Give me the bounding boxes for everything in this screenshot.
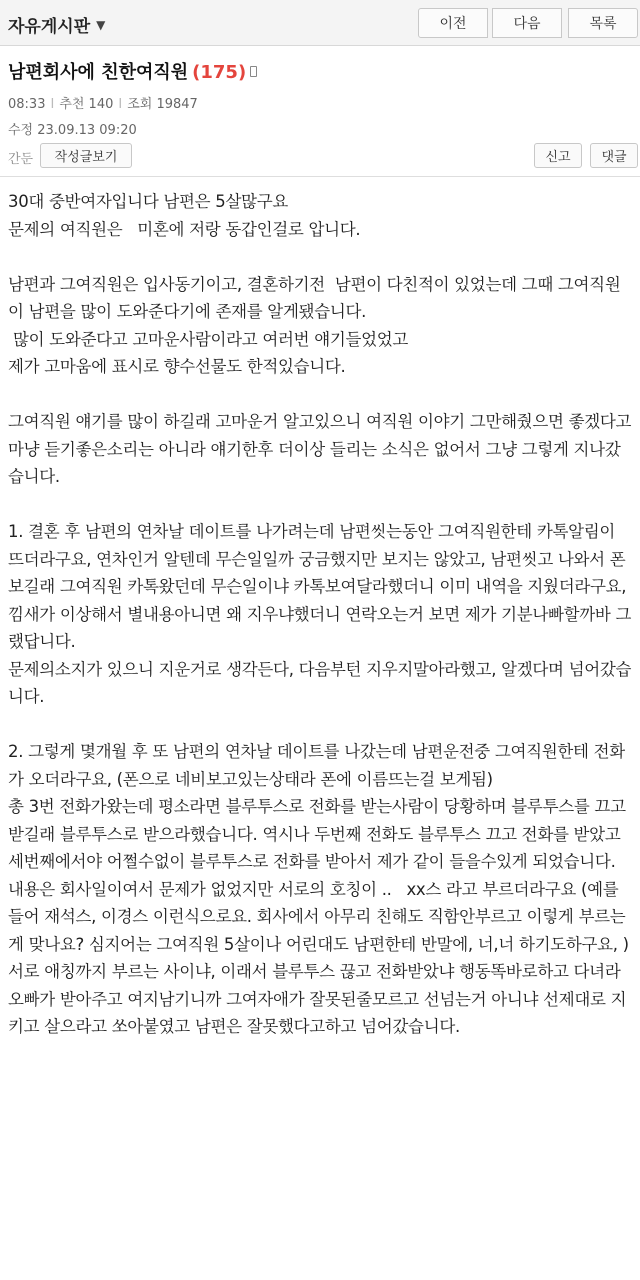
meta-separator: I bbox=[118, 97, 123, 112]
next-button[interactable]: 다음 bbox=[492, 8, 562, 38]
content-paragraph: 남편과 그여직원은 입사동기이고, 결혼하기전 남편이 다친적이 있었는데 그때 그여직원이 남편을 많이 도와준다기에 존재를 알게됐습니다. 많이 도와준다고 고마운사람이라고 여러번 얘기들었었고 제가 고마움에 표시로 향수선물도 한적있습니다. bbox=[8, 274, 621, 376]
view-count: 조회 19847 bbox=[127, 97, 198, 112]
tool-label: 간둔 bbox=[8, 152, 34, 167]
my-posts-button[interactable]: 작성글보기 bbox=[40, 143, 132, 168]
post-time: 08:33 bbox=[8, 97, 46, 112]
post-content bbox=[8, 188, 637, 1041]
comment-count[interactable]: (175) bbox=[192, 62, 247, 83]
tool-row bbox=[0, 142, 640, 170]
post-title-text: 남편회사에 친한여직원 bbox=[8, 62, 189, 83]
content-paragraph: 그여직원 얘기를 많이 하길래 고마운거 알고있으니 여직원 이야기 그만해줬으면 좋겠다고 마냥 듣기좋은소리는 아니라 얘기한후 더이상 들리는 소식은 없어서 그냥 그렇게 지나갔습니다. bbox=[8, 412, 637, 486]
mobile-icon bbox=[250, 66, 257, 77]
top-bar bbox=[0, 0, 640, 46]
board-name: 자유게시판 bbox=[8, 17, 91, 37]
comment-button[interactable]: 댓글 bbox=[590, 143, 638, 168]
post-meta bbox=[8, 93, 198, 112]
chevron-down-icon: ▼ bbox=[96, 17, 106, 32]
prev-button[interactable]: 이전 bbox=[418, 8, 488, 38]
board-selector[interactable] bbox=[8, 12, 105, 37]
recommend-count: 추천 140 bbox=[59, 97, 114, 112]
report-button[interactable]: 신고 bbox=[534, 143, 582, 168]
paragraph-gap bbox=[8, 491, 634, 519]
content-paragraph: 30대 중반여자입니다 남편은 5살많구요 문제의 여직원은 미혼에 저랑 동갑인걸로 압니다. bbox=[8, 192, 361, 239]
content-paragraph: 2. 그렇게 몇개월 후 또 남편의 연차날 데이트를 나갔는데 남편운전중 그여직원한테 전화가 오더라구요, (폰으로 네비보고있는상태라 폰에 이름뜨는걸 보게됨) 총 3번 전화가왔는데 평소라면 블루투스로 전화를 받는사람이 당황하며 블루투스를 끄고 받길래 블루투스로 받으라했습니다. 역시나 두번째 전화도 블루투스 끄고 전화를 받았고 세번째에서야 어쩔수없이 블루투스로 전화를 받아서 제가 같이 들을수있게 되었습니다. 내용은 회사일이여서 문제가 없었지만 서로의 호칭이 .. xx스 라고 부르더라구요 (예를들어 재석스, 이경스 이런식으로요. 회사에서 아무리 친해도 직함안부르고 이렇게 부르는게 맞나요? 심지어는 그여직원 5살이나 어린대도 남편한테 반말에, 너,너 하기도하구요, ) 서로 애칭까지 부르는 사이냐, 이래서 블루투스 끊고 전화받았냐 행동똑바로하고 다녀라 오빠가 받아주고 여지남기니까 그여자애가 잘못된줄모르고 선넘는거 아니냐 선제대로 지키고 살으라고 쏘아붙였고 남편은 잘못했다고하고 넘어갔습니다. bbox=[8, 742, 629, 1036]
paragraph-gap bbox=[8, 243, 634, 271]
divider bbox=[0, 176, 640, 177]
list-button[interactable]: 목록 bbox=[568, 8, 638, 38]
paragraph-gap bbox=[8, 711, 634, 739]
meta-separator: I bbox=[50, 97, 55, 112]
paragraph-gap bbox=[8, 381, 634, 409]
modified-date: 수정 23.09.13 09:20 bbox=[8, 123, 137, 138]
content-paragraph: 1. 결혼 후 남편의 연차날 데이트를 나가려는데 남편씻는동안 그여직원한테 카톡알림이 뜨더라구요, 연차인거 알텐데 무슨일일까 궁금했지만 보지는 않았고, 남편씻고 나와서 폰보길래 그여직원 카톡왔던데 무슨일이냐 카톡보여달라했더니 이미 내역을 지웠더라구요, 낌새가 이상해서 별내용아니면 왜 지우냐했더니 연락오는거 보면 제가 기분나빠할까바 그랬답니다. 문제의소지가 있으니 지운거로 생각든다, 다음부턴 지우지말아라했고, 알겠다며 넘어갔습니다. bbox=[8, 522, 632, 706]
post-title bbox=[8, 58, 257, 84]
